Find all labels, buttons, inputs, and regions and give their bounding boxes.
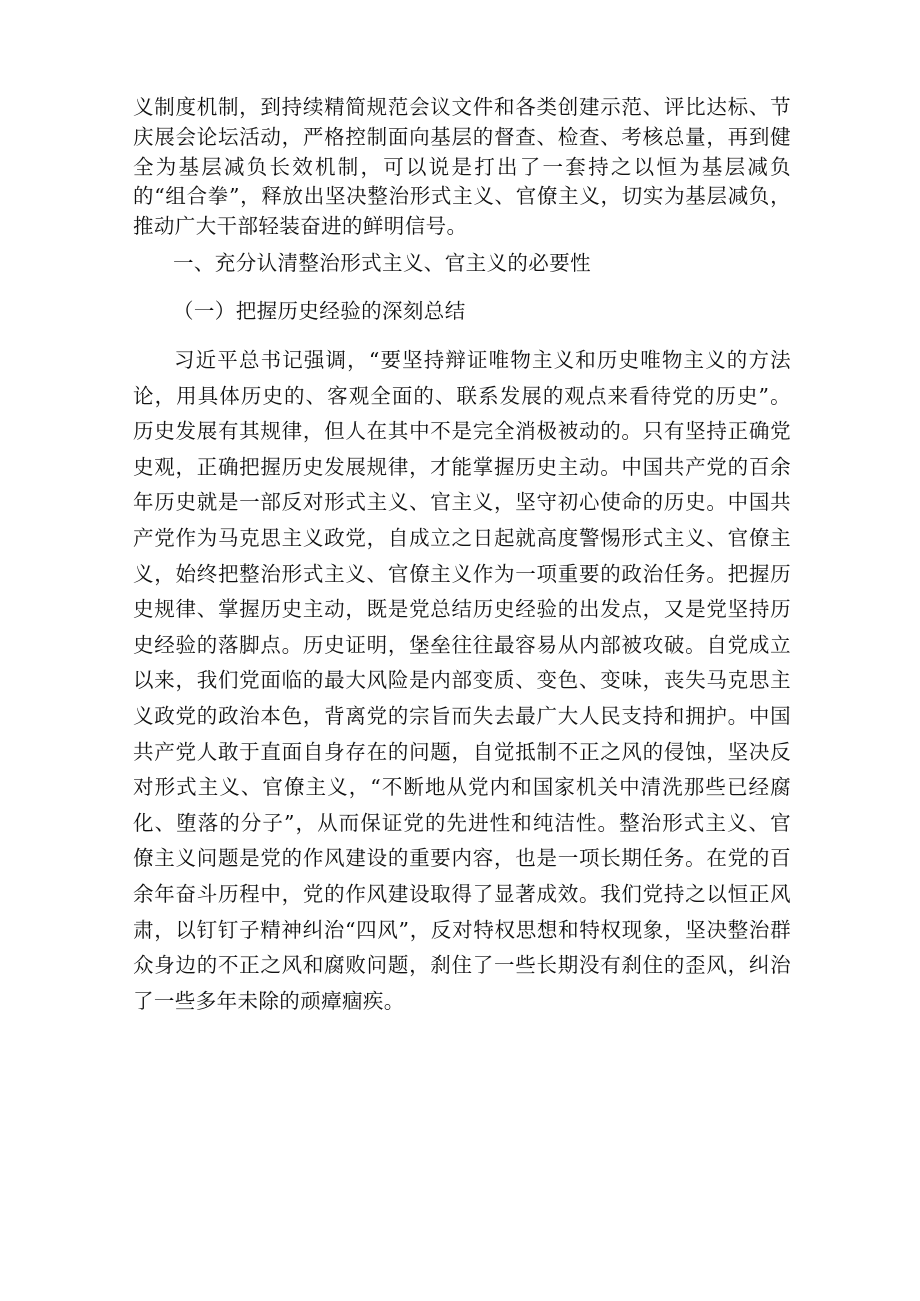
subsection-heading: （一）把握历史经验的深刻总结 (173, 299, 466, 323)
body-paragraph: 习近平总书记强调，“要坚持辩证唯物主义和历史唯物主义的方法论，用具体历史的、客观全面的、联系发展的观点来看待党的历史”。历史发展有其规律，但人在其中不是完全消极被动的。只有坚持正确党史观，正确把握历史发展规律，才能掌握历史主动。中国共产党的百余年历史就是一部反对形式主义、官主义，坚守初心使命的历史。中国共产党作为马克思主义政党，自成立之日起就高度警惕形式主义、官僚主义，始终把整治形式主义、官僚主义作为一项重要的政治任务。把握历史规律、掌握历史主动，既是党总结历史经验的出发点，又是党坚持历史经验的落脚点。历史证明，堡垒往往最容易从内部被攻破。自党成立以来，我们党面临的最大风险是内部变质、变色、变味，丧失马克思主义政党的政治本色，背离党的宗旨而失去最广大人民支持和拥护。中国共产党人敢于直面自身存在的问题，自觉抵制不正之风的侵蚀，坚决反对形式主义、官僚主义，“不断地从党内和国家机关中清洗那些已经腐化、堕落的分子”，从而保证党的先进性和纯洁性。整治形式主义、官僚主义问题是党的作风建设的重要内容，也是一项长期任务。在党的百余年奋斗历程中，党的作风建设取得了显著成效。我们党持之以恒正风肃，以钉钉子精神纠治“四风”，反对特权思想和特权现象，坚决整治群众身边的不正之风和腐败问题，刹住了一些长期没有刹住的歪风，纠治了一些多年未除的顽瘴痼疾。 (133, 348, 791, 1013)
intro-paragraph: 义制度机制，到持续精简规范会议文件和各类创建示范、评比达标、节庆展会论坛活动，严格控制面向基层的督查、检查、考核总量，再到健全为基层减负长效机制，可以说是打出了一套持之以恒为基层减负的“组合拳”，释放出坚决整治形式主义、官僚主义，切实为基层减负，推动广大干部轻装奋进的鲜明信号。 (133, 95, 791, 239)
section-heading: 一、充分认清整治形式主义、官主义的必要性 (173, 251, 591, 275)
